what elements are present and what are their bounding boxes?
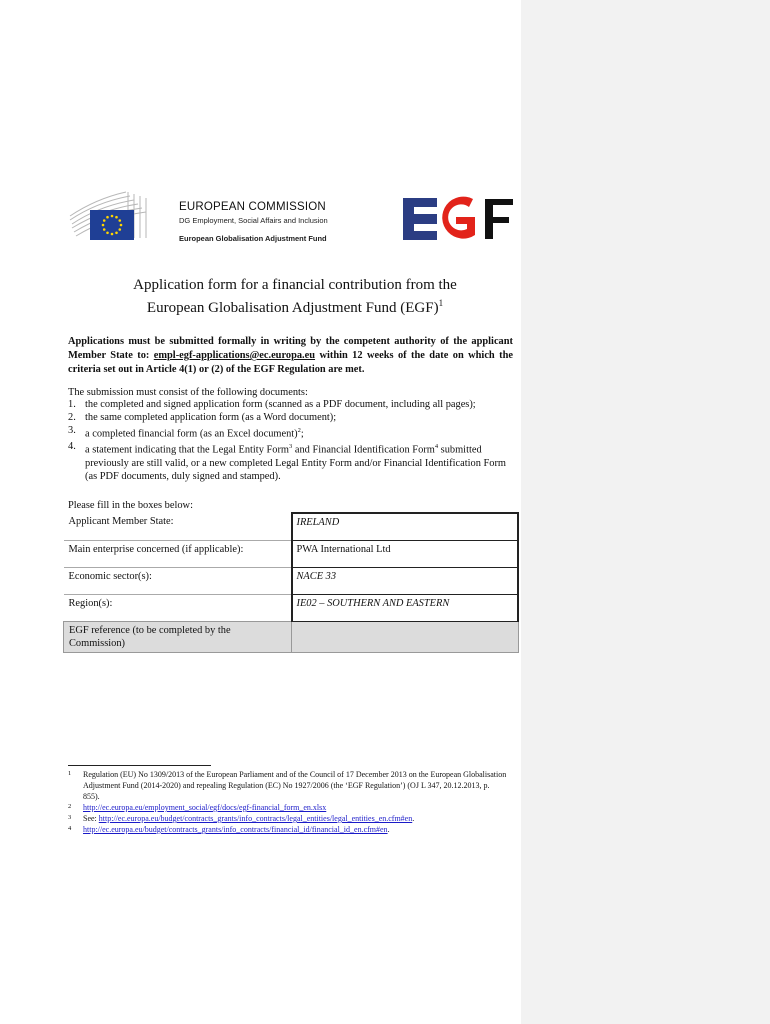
eu-star-icon — [102, 224, 105, 227]
list-text: a statement indicating that the Legal Entity Form — [85, 444, 290, 456]
footnote — [68, 813, 508, 824]
eu-star-icon — [120, 224, 123, 227]
footnote-number: 2 — [68, 803, 72, 810]
eu-star-icon — [115, 216, 118, 219]
eu-star-icon — [118, 219, 121, 222]
footnote-text: See: — [83, 814, 99, 823]
title-line-2: European Globalisation Adjustment Fund (EGF) — [146, 300, 439, 316]
enterprise-field[interactable]: PWA International Ltd — [292, 540, 519, 567]
footnote-text: . — [387, 825, 390, 834]
eu-star-icon — [103, 219, 106, 222]
title-line-1: Application form for a financial contribution from the — [133, 277, 457, 293]
title-footnote-ref[interactable]: 1 — [438, 298, 444, 308]
document-list — [68, 398, 508, 483]
footnote-ref[interactable]: 4 — [434, 443, 439, 451]
footnote-ref[interactable]: 3 — [289, 443, 293, 451]
footnote-text: Regulation (EU) No 1309/2013 of the European Parliament and of the Council of 17 December 2013 on the European Globalisation Adjustment Fund (2014-2020) and repealing Regulation (EC) No 1927/2006 (the ‘EGF Regulation’) (OJ L 347, 20.12.2013, p. 855). — [83, 770, 507, 801]
comment-pane — [521, 0, 770, 1024]
list-text: the completed and signed application form (scanned as a PDF document, including all pages); — [85, 399, 476, 410]
eu-star-icon — [106, 216, 109, 219]
footnote-link[interactable]: http://ec.europa.eu/budget/contracts_grants/info_contracts/legal_entities/legal_entities_en.cfm#en — [98, 814, 413, 823]
list-number: 4. — [68, 441, 76, 453]
submission-intro: The submission must consist of the following documents: — [68, 387, 308, 398]
footnote — [68, 769, 508, 802]
footnote — [68, 802, 508, 813]
instructions-part-2: within 12 weeks of the date on which the criteria set out in Article 4(1) or (2) of the EGF Regulation are met. — [68, 350, 513, 375]
eu-star-icon — [118, 228, 121, 231]
eu-star-icon — [115, 231, 118, 234]
submission-instructions — [68, 335, 513, 377]
form-intro: Please fill in the boxes below: — [68, 500, 193, 511]
eu-star-icon — [103, 228, 106, 231]
field-label: Main enterprise concerned (if applicable): — [64, 540, 292, 567]
field-label: EGF reference (to be completed by the Commission) — [64, 621, 292, 652]
table-row — [64, 540, 519, 567]
footnote — [68, 824, 508, 835]
eu-star-icon — [111, 233, 114, 236]
list-text: the same completed application form (as a Word document); — [85, 412, 337, 423]
list-text: submitted previously are still valid, or a new completed Legal Entity Form and/or Financial Identification Form (as PDF documents, duly signed and stamped). — [85, 444, 507, 482]
list-item — [68, 411, 508, 424]
egf-reference-field — [292, 621, 519, 652]
footnote-link[interactable]: http://ec.europa.eu/employment_social/egf/docs/egf-financial_form_en.xlsx — [83, 803, 327, 812]
footnote-number: 4 — [68, 825, 72, 832]
field-label: Economic sector(s): — [64, 567, 292, 594]
field-label: Region(s): — [64, 594, 292, 621]
list-number: 2. — [68, 412, 76, 423]
list-text: and Financial Identification Form — [292, 444, 435, 456]
footnotes — [68, 769, 508, 835]
commission-name: EUROPEAN COMMISSION — [179, 201, 326, 213]
footnote-number: 1 — [68, 770, 72, 777]
footnote-text: . — [412, 814, 415, 823]
list-text: ; — [300, 428, 304, 440]
list-text: a completed financial form (as an Excel document) — [85, 428, 298, 440]
application-info-table — [63, 512, 519, 653]
ec-header-text — [179, 201, 328, 243]
fund-name: European Globalisation Adjustment Fund — [179, 234, 327, 243]
footnote-number: 3 — [68, 814, 72, 821]
list-item — [68, 398, 508, 411]
email-link[interactable]: empl-egf-applications@ec.europa.eu — [153, 350, 316, 361]
economic-sector-field[interactable]: NACE 33 — [292, 567, 519, 594]
member-state-field[interactable]: IRELAND — [292, 513, 519, 540]
eu-star-icon — [111, 215, 114, 218]
document-title — [70, 276, 520, 317]
footnote-divider — [68, 765, 211, 766]
field-label: Applicant Member State: — [68, 516, 174, 527]
table-row — [64, 621, 519, 652]
table-row — [64, 594, 519, 621]
footnote-link[interactable]: http://ec.europa.eu/budget/contracts_grants/info_contracts/financial_id/financial_id_en.cfm#en — [83, 825, 388, 834]
list-number: 3. — [68, 425, 76, 436]
region-field[interactable]: IE02 – SOUTHERN AND EASTERN — [292, 594, 519, 621]
list-item — [68, 424, 508, 440]
dg-name: DG Employment, Social Affairs and Inclusion — [179, 216, 328, 225]
table-row — [64, 567, 519, 594]
table-row — [64, 513, 519, 540]
footnote-ref[interactable]: 2 — [297, 427, 301, 434]
egf-logo-icon — [403, 195, 515, 243]
list-number: 1. — [68, 399, 76, 410]
eu-commission-logo-icon — [68, 190, 172, 242]
list-item — [68, 440, 508, 482]
eu-star-icon — [106, 231, 109, 234]
instructions-part-1: Applications must be submitted formally in writing by the competent authority of the applicant Member State to: — [68, 336, 513, 361]
